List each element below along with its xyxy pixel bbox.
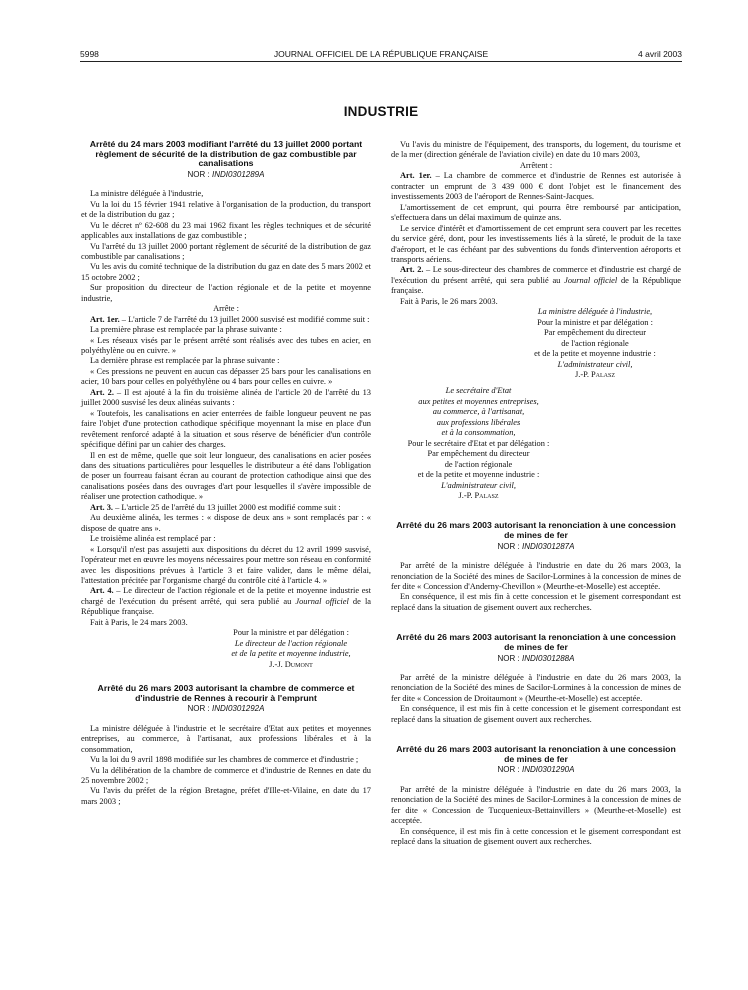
decree-mines-anderny bbox=[391, 521, 681, 613]
visa: Vu l'avis du préfet de la région Bretagne, préfet d'Ille-et-Vilaine, en date du 17 mars 2003 ; bbox=[81, 786, 371, 806]
paragraph: « Lorsqu'il n'est pas assujetti aux dispositions du décret du 12 avril 1999 susvisé, l'opérateur met en œuvre les moyens nécessaires pour mettre son réseau en conformité avec les dispositions prévues à l'article 3 et faire valider, dans le même délai, l'attestation précitée par l'organisme chargé du contrôle cité à l'article 4. » bbox=[81, 544, 371, 585]
section-title: INDUSTRIE bbox=[343, 104, 419, 119]
nor-reference bbox=[81, 704, 371, 714]
visa: Sur proposition du directeur de l'action régionale et de la petite et moyenne industrie, bbox=[81, 283, 371, 303]
decree-cci-rennes bbox=[81, 684, 371, 807]
paragraph: Par arrêté de la ministre déléguée à l'industrie en date du 26 mars 2003, la renonciation de la Société des mines de Sacilor-Lormines à la concession de mines de fer dite « Concession de Droitaumont » (Meurthe-et-Moselle) est acceptée. bbox=[391, 672, 681, 703]
visa: Vu l'arrêté du 13 juillet 2000 portant règlement de sécurité de la distribution de gaz combustible par canalisations ; bbox=[81, 241, 371, 261]
spacer bbox=[81, 670, 371, 684]
nor-label: NOR : bbox=[497, 653, 522, 663]
article-2 bbox=[391, 265, 681, 296]
article-2 bbox=[81, 388, 371, 409]
paragraph: En conséquence, il est mis fin à cette concession et le gisement correspondant est replacé dans la situation de gisement ouvert aux recherches. bbox=[391, 592, 681, 612]
signature-line: L'administrateur civil, bbox=[557, 359, 633, 369]
signature-line: Par empêchement du directeur bbox=[427, 449, 530, 459]
article-heading: Art. 2. bbox=[90, 387, 114, 397]
decree-mines-tucquenieux bbox=[391, 745, 681, 847]
signature-block-secretary bbox=[391, 386, 566, 501]
signature-line: au commerce, à l'artisanat, bbox=[432, 407, 525, 417]
spacer bbox=[391, 501, 681, 521]
paragraph: « Les réseaux visés par le présent arrêté sont réalisés avec des tubes en acier, en polyéthylène ou en cuivre. » bbox=[81, 335, 371, 356]
decree-title: Arrêté du 26 mars 2003 autorisant la renonciation à une concession de mines de fer bbox=[396, 520, 676, 540]
spacer bbox=[391, 613, 681, 633]
visa: Vu la loi du 15 février 1941 relative à l'organisation de la production, du transport et de la distribution du gaz ; bbox=[81, 199, 371, 220]
article-heading: Art. 4. bbox=[90, 586, 114, 596]
signature-block bbox=[81, 628, 371, 670]
decree-title: Arrêté du 26 mars 2003 autorisant la renonciation à une concession de mines de fer bbox=[396, 632, 676, 652]
article-text: – La chambre de commerce et d'industrie de Rennes est autorisée à contracter un emprunt de 3 439 000 € dont l'objet est le financement des investissements 2003 de l'aéroport de Rennes-Saint-Jacques. bbox=[391, 171, 681, 202]
article-text: – Le sous-directeur des chambres de commerce et d'industrie est chargé de l'exécution du présent arrêté, qui sera publié au bbox=[391, 265, 681, 285]
paragraph: Il en est de même, quelle que soit leur longueur, des canalisations en acier posées dans des situations particulières pour lesquelles le distributeur a été dans l'obligation de poser un fourreau faisant écran au courant de protection cathodique ainsi que des canalisations posées dans des ouvrages d'art pour lesquelles il s'avère impossible de réaliser une protection cathodique. » bbox=[81, 450, 371, 502]
nor-reference bbox=[391, 765, 681, 775]
article-text: – L'article 7 de l'arrêté du 13 juillet 2000 susvisé est modifié comme suit : bbox=[119, 314, 370, 324]
nor-code: INDI0301289A bbox=[211, 169, 265, 179]
visa: La ministre déléguée à l'industrie et le secrétaire d'Etat aux petites et moyennes entreprises, au commerce, à l'artisanat, aux professions libérales et à la consommation, bbox=[81, 723, 371, 754]
signatory-name: J.-P. Palasz bbox=[458, 490, 499, 500]
article-text: – Le directeur de l'action régionale et de la petite et moyenne industrie est chargé de l'exécution du présent arrêté, qui sera publié au bbox=[81, 586, 372, 606]
journal-title: JOURNAL OFFICIEL DE LA RÉPUBLIQUE FRANÇAISE bbox=[273, 49, 489, 59]
nor-label: NOR : bbox=[187, 169, 212, 179]
signature-line: de l'action régionale bbox=[561, 338, 629, 348]
article-1 bbox=[81, 315, 371, 325]
signature-line: aux professions libérales bbox=[436, 417, 521, 427]
signature-block-minister bbox=[391, 307, 681, 380]
left-column bbox=[81, 140, 371, 807]
signature-line: aux petites et moyennes entreprises, bbox=[418, 396, 539, 406]
paragraph: Au deuxième alinéa, les termes : « dispose de deux ans » sont remplacés par : « dispose de quatre ans ». bbox=[81, 513, 371, 533]
right-column bbox=[391, 140, 681, 848]
signature-line: Le secrétaire d'Etat bbox=[445, 386, 512, 396]
signature-line: de l'action régionale bbox=[444, 459, 513, 469]
signature-line: L'administrateur civil, bbox=[441, 480, 516, 490]
paragraph: Par arrêté de la ministre déléguée à l'industrie en date du 26 mars 2003, la renonciation de la Société des mines de Sacilor-Lormines à la concession de mines de fer dite « Concession de Tucquenieux-Bettainvillers » (Meurthe-et-Moselle) est acceptée. bbox=[391, 784, 681, 826]
nor-label: NOR : bbox=[187, 704, 212, 714]
visa: Vu la délibération de la chambre de commerce et d'industrie de Rennes en date du 25 novembre 2002 ; bbox=[81, 765, 371, 785]
nor-reference bbox=[391, 654, 681, 664]
signature-date: Fait à Paris, le 24 mars 2003. bbox=[90, 617, 188, 627]
paragraph: Le troisième alinéa est remplacé par : bbox=[90, 534, 216, 544]
decree-title: Arrêté du 26 mars 2003 autorisant la chambre de commerce et d'industrie de Rennes à recourir à l'emprunt bbox=[97, 683, 355, 703]
paragraph: L'amortissement de cet emprunt, qui pourra être remboursé par anticipation, s'effectuera dans un délai maximum de quinze ans. bbox=[391, 202, 681, 223]
issue-date: 4 avril 2003 bbox=[638, 49, 682, 59]
article-heading: Art. 2. bbox=[400, 265, 424, 275]
header-rule bbox=[80, 61, 682, 62]
visa: Vu la loi du 9 avril 1898 modifiée sur les chambres de commerce et d'industrie ; bbox=[90, 755, 359, 765]
signature-line: et de la petite et moyenne industrie : bbox=[534, 349, 656, 359]
journal-name: Journal officiel bbox=[295, 596, 349, 606]
arrete-heading: Arrête : bbox=[213, 304, 239, 314]
paragraph: En conséquence, il est mis fin à cette concession et le gisement correspondant est replacé dans la situation de gisement ouvert aux recherches. bbox=[391, 826, 681, 847]
signatory-name: J.-J. Dumont bbox=[269, 659, 313, 669]
paragraph: « Ces pressions ne peuvent en aucun cas dépasser 25 bars pour les canalisations en acier, 10 bars pour celles en polyéthylène ou 4 bars pour celles en cuivre. » bbox=[81, 366, 371, 387]
paragraph: Par arrêté de la ministre déléguée à l'industrie en date du 26 mars 2003, la renonciation de la Société des mines de Sacilor-Lormines à la concession de mines de fer dite « Concession d'Anderny-Chevillon » (Meurthe-et-Moselle) est acceptée. bbox=[391, 561, 681, 591]
nor-code: INDI0301290A bbox=[521, 765, 575, 775]
article-text: – Il est ajouté à la fin du troisième alinéa de l'article 20 de l'arrêté du 13 juillet 2000 susvisé les deux alinéas suivants : bbox=[81, 387, 371, 408]
article-4 bbox=[81, 586, 371, 617]
nor-label: NOR : bbox=[497, 765, 522, 775]
nor-reference bbox=[81, 170, 371, 180]
signature-line: Par empêchement du directeur bbox=[543, 328, 647, 338]
decree-title: Arrêté du 26 mars 2003 autorisant la renonciation à une concession de mines de fer bbox=[396, 744, 676, 764]
signature-line: Pour la ministre et par délégation : bbox=[537, 317, 653, 327]
page-number: 5998 bbox=[80, 49, 99, 59]
decree-mines-droitaumont bbox=[391, 633, 681, 725]
journal-name: Journal officiel bbox=[564, 275, 618, 285]
nor-code: INDI0301288A bbox=[521, 653, 575, 663]
paragraph: Le service d'intérêt et d'amortissement de cet emprunt sera couvert par les recettes du service géré, dont, pour les investissements liés à la sûreté, le produit de la taxe d'aéroport, et le cas échéant par des subventions du fonds d'intervention aéroports et transports aériens. bbox=[391, 223, 681, 264]
nor-reference bbox=[391, 542, 681, 552]
paragraph: La dernière phrase est remplacée par la phrase suivante : bbox=[90, 356, 280, 366]
visa: La ministre déléguée à l'industrie, bbox=[90, 189, 204, 199]
article-heading: Art. 1er. bbox=[90, 314, 120, 324]
visa: Vu l'avis du ministre de l'équipement, des transports, du logement, du tourisme et de la mer (direction générale de l'aviation civile) en date du 10 mars 2003, bbox=[391, 140, 681, 160]
visa: Vu le décret nº 62-608 du 23 mai 1962 fixant les règles techniques et de sécurité applicables aux installations de gaz combustible ; bbox=[81, 220, 371, 241]
signature-line: et à la consommation, bbox=[441, 428, 516, 438]
paragraph: « Toutefois, les canalisations en acier enterrées de faible longueur peuvent ne pas faire l'objet d'une protection cathodique spécifique moyennant la mise en place d'un revêtement renforcé adapté à la situation et sous réserve de bénéficier d'un contrôle spécifique défini par un cahier des charges. bbox=[81, 408, 371, 450]
decree-gas-distribution bbox=[81, 140, 371, 670]
arrete-heading: Arrêtent : bbox=[519, 160, 553, 170]
spacer bbox=[391, 725, 681, 745]
article-3 bbox=[81, 503, 371, 513]
paragraph: En conséquence, il est mis fin à cette concession et le gisement correspondant est replacé dans la situation de gisement ouvert aux recherches. bbox=[391, 704, 681, 724]
signature-line: Pour le secrétaire d'Etat et par délégation : bbox=[407, 438, 550, 448]
article-heading: Art. 1er. bbox=[400, 171, 432, 181]
visa: Vu les avis du comité technique de la distribution du gaz en date des 5 mars 2002 et 15 octobre 2002 ; bbox=[81, 262, 371, 282]
signature-line: La ministre déléguée à l'industrie, bbox=[537, 307, 653, 317]
article-text: de la République française. bbox=[391, 275, 681, 296]
signature-line: Le directeur de l'action régionale bbox=[234, 638, 348, 648]
paragraph: La première phrase est remplacée par la phrase suivante : bbox=[90, 325, 282, 335]
signature-line: Pour la ministre et par délégation : bbox=[233, 628, 349, 638]
decree-cci-rennes-continued bbox=[391, 140, 681, 501]
article-text: de la République française. bbox=[81, 596, 371, 617]
signatory-name: J.-P. Palasz bbox=[574, 369, 616, 379]
signature-line: et de la petite et moyenne industrie, bbox=[231, 649, 351, 659]
article-1 bbox=[391, 171, 681, 202]
signature-date: Fait à Paris, le 26 mars 2003. bbox=[400, 296, 498, 306]
nor-code: INDI0301292A bbox=[211, 704, 265, 714]
signature-line: et de la petite et moyenne industrie : bbox=[417, 470, 540, 480]
article-heading: Art. 3. bbox=[90, 502, 114, 512]
nor-code: INDI0301287A bbox=[521, 541, 575, 551]
nor-label: NOR : bbox=[497, 541, 522, 551]
decree-title: Arrêté du 24 mars 2003 modifiant l'arrêté du 13 juillet 2000 portant règlement de sécurité de la distribution de gaz combustible par canalisations bbox=[89, 139, 363, 169]
article-text: – L'article 25 de l'arrêté du 13 juillet 2000 est modifié comme suit : bbox=[113, 502, 341, 512]
